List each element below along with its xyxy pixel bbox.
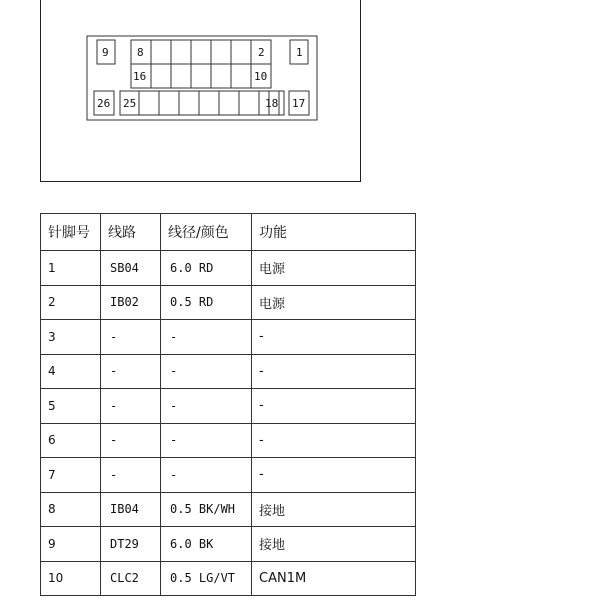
pin-definition-table xyxy=(40,213,416,596)
cell-function: 电源 xyxy=(252,251,416,286)
pin-label-25: 25 xyxy=(123,97,137,110)
cell-wire: - xyxy=(161,458,252,493)
cell-wire: - xyxy=(161,320,252,355)
pin-label-8: 8 xyxy=(137,46,144,59)
cell-function: - xyxy=(252,423,416,458)
connector-pinout-drawing xyxy=(41,0,362,182)
table-row xyxy=(41,354,416,389)
cell-circuit: DT29 xyxy=(101,527,161,562)
table-row xyxy=(41,285,416,320)
cell-circuit: SB04 xyxy=(101,251,161,286)
top-pin-row xyxy=(131,40,271,64)
cell-pin: 3 xyxy=(41,320,101,355)
cell-pin: 2 xyxy=(41,285,101,320)
header-wire-size-color: 线径/颜色 xyxy=(161,214,252,251)
cell-wire: 0.5 RD xyxy=(161,285,252,320)
cell-function: - xyxy=(252,354,416,389)
table-row xyxy=(41,492,416,527)
cell-pin: 6 xyxy=(41,423,101,458)
cell-pin: 4 xyxy=(41,354,101,389)
cell-function: - xyxy=(252,458,416,493)
table-row xyxy=(41,527,416,562)
header-function: 功能 xyxy=(252,214,416,251)
cell-wire: - xyxy=(161,389,252,424)
cell-function: - xyxy=(252,320,416,355)
pin-label-9: 9 xyxy=(102,46,109,59)
cell-function: - xyxy=(252,389,416,424)
pin-label-17: 17 xyxy=(292,97,306,110)
cell-circuit: CLC2 xyxy=(101,561,161,596)
header-pin-number: 针脚号 xyxy=(41,214,101,251)
cell-pin: 8 xyxy=(41,492,101,527)
cell-circuit: - xyxy=(101,320,161,355)
pin-label-10: 10 xyxy=(254,70,268,83)
table-header-row xyxy=(41,214,416,251)
pin-label-2: 2 xyxy=(258,46,265,59)
bottom-pin-row xyxy=(139,91,284,115)
cell-circuit: IB04 xyxy=(101,492,161,527)
cell-wire: 0.5 LG/VT xyxy=(161,561,252,596)
cell-pin: 1 xyxy=(41,251,101,286)
cell-wire: - xyxy=(161,423,252,458)
cell-wire: 6.0 RD xyxy=(161,251,252,286)
cell-circuit: - xyxy=(101,458,161,493)
cell-wire: 6.0 BK xyxy=(161,527,252,562)
cell-circuit: - xyxy=(101,389,161,424)
cell-function: 电源 xyxy=(252,285,416,320)
table-row xyxy=(41,389,416,424)
cell-circuit: - xyxy=(101,354,161,389)
pin-label-1: 1 xyxy=(296,46,303,59)
pin-label-18: 18 xyxy=(265,97,279,110)
cell-pin: 7 xyxy=(41,458,101,493)
cell-function: CAN1M xyxy=(252,561,416,596)
connector-diagram-frame xyxy=(40,0,361,182)
table-row xyxy=(41,458,416,493)
cell-pin: 9 xyxy=(41,527,101,562)
cell-function: 接地 xyxy=(252,527,416,562)
cell-pin: 5 xyxy=(41,389,101,424)
cell-wire: 0.5 BK/WH xyxy=(161,492,252,527)
table-row xyxy=(41,561,416,596)
pin-label-16: 16 xyxy=(133,70,147,83)
table-row xyxy=(41,423,416,458)
cell-circuit: IB02 xyxy=(101,285,161,320)
middle-pin-row xyxy=(131,64,271,88)
table-row xyxy=(41,320,416,355)
cell-function: 接地 xyxy=(252,492,416,527)
cell-circuit: - xyxy=(101,423,161,458)
pin-label-26: 26 xyxy=(97,97,111,110)
cell-pin: 10 xyxy=(41,561,101,596)
header-circuit: 线路 xyxy=(101,214,161,251)
connector-body-outline xyxy=(87,36,317,120)
cell-wire: - xyxy=(161,354,252,389)
table-row xyxy=(41,251,416,286)
